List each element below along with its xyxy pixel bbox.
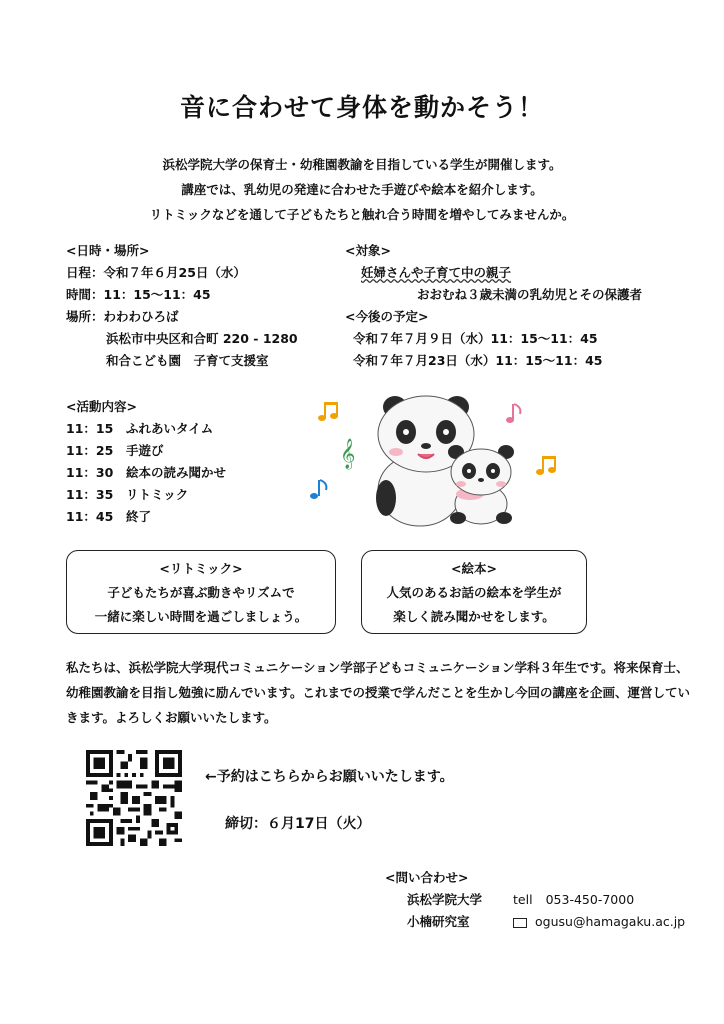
treble-clef-icon	[340, 438, 355, 470]
event-place: 場所：わわわひろば	[66, 309, 179, 324]
activity-time: 11：45	[66, 509, 114, 524]
activity-item	[66, 418, 226, 440]
baby-panda	[448, 445, 514, 524]
target-section	[345, 240, 642, 306]
activity-item	[66, 506, 226, 528]
intro-text	[0, 152, 724, 227]
rhythmic-line: 子どもたちが喜ぶ動きやリズムで	[107, 585, 295, 600]
rhythmic-box	[66, 550, 336, 634]
music-note-icon	[506, 404, 520, 423]
target-line-2: おおむね３歳未満の乳幼児とその保護者	[417, 287, 643, 302]
schedule-section	[345, 306, 602, 372]
contact-org: 浜松学院大学	[407, 892, 483, 907]
picturebook-heading: <絵本>	[451, 561, 497, 576]
rhythmic-heading: <リトミック>	[159, 561, 243, 576]
activities-heading: <活動内容>	[66, 399, 137, 414]
closing-paragraph: 私たちは、浜松学院大学現代コミュニケーション学部子どもコミュニケーション学科３年生です。将来保育士、幼稚園教諭を目指し勉強に励んでいます。これまでの授業で学んだことを生かし今回の講座を企画、運営していきます。よろしくお願いいたします。	[66, 660, 691, 725]
envelope-icon	[513, 918, 527, 928]
music-note-icon	[318, 402, 338, 421]
panda-illustration	[300, 392, 570, 532]
intro-line: 講座では、乳幼児の発達に合わせた手遊びや絵本を紹介します。	[181, 182, 543, 197]
activity-time: 11：30	[66, 465, 114, 480]
target-line-1: 妊婦さんや子育て中の親子	[361, 265, 512, 280]
contact-lab: 小楠研究室	[407, 914, 470, 929]
picturebook-line: 楽しく読み聞かせをします。	[393, 609, 555, 624]
picturebook-box	[361, 550, 587, 634]
schedule-heading: <今後の予定>	[345, 309, 429, 324]
music-note-icon	[536, 456, 556, 475]
activity-label: 手遊び	[126, 443, 164, 458]
qr-code[interactable]	[86, 750, 182, 846]
contact-heading: <問い合わせ>	[385, 870, 469, 885]
activity-item	[66, 484, 226, 506]
contact-tel[interactable]: 053-450-7000	[545, 892, 635, 907]
activities-section	[66, 396, 226, 528]
contact-row	[385, 911, 685, 933]
activity-item	[66, 462, 226, 484]
activity-label: 終了	[126, 509, 152, 524]
contact-email[interactable]: ogusu@hamagaku.ac.jp	[535, 914, 686, 929]
intro-line: リトミックなどを通して子どもたちと触れ合う時間を増やしてみませんか。	[149, 207, 575, 222]
datetime-section	[66, 240, 298, 372]
activity-time: 11：25	[66, 443, 114, 458]
deadline-text: 締切：６月17日（火）	[225, 816, 371, 832]
reservation-text: ←予約はこちらからお願いいたします。	[205, 769, 454, 785]
music-note-icon	[310, 480, 326, 499]
activity-label: リトミック	[126, 487, 189, 502]
datetime-heading: <日時・場所>	[66, 243, 150, 258]
schedule-item: 令和７年７月23日（水）11：15〜11：45	[353, 353, 603, 368]
tel-label: tell	[513, 892, 533, 907]
event-facility: 和合こども園 子育て支援室	[106, 353, 269, 368]
page-title: 音に合わせて身体を動かそう！	[179, 93, 544, 122]
event-time: 時間：11：15〜11：45	[66, 287, 211, 302]
activity-label: ふれあいタイム	[126, 421, 214, 436]
contact-section	[385, 867, 685, 933]
event-address: 浜松市中央区和合町 220 - 1280	[106, 331, 298, 346]
intro-line: 浜松学院大学の保育士・幼稚園教諭を目指している学生が開催します。	[162, 157, 562, 172]
target-heading: <対象>	[345, 243, 391, 258]
picturebook-line: 人気のあるお話の絵本を学生が	[386, 585, 562, 600]
rhythmic-line: 一緒に楽しい時間を過ごしましょう。	[94, 609, 308, 624]
svg-text:𝄞: 𝄞	[340, 439, 356, 469]
activity-time: 11：15	[66, 421, 114, 436]
activity-item	[66, 440, 226, 462]
schedule-item: 令和７年７月９日（水）11：15〜11：45	[353, 331, 598, 346]
event-date: 日程：令和７年６月25日（水）	[66, 265, 246, 280]
activity-time: 11：35	[66, 487, 114, 502]
activity-label: 絵本の読み聞かせ	[126, 465, 227, 480]
contact-row	[385, 889, 685, 911]
